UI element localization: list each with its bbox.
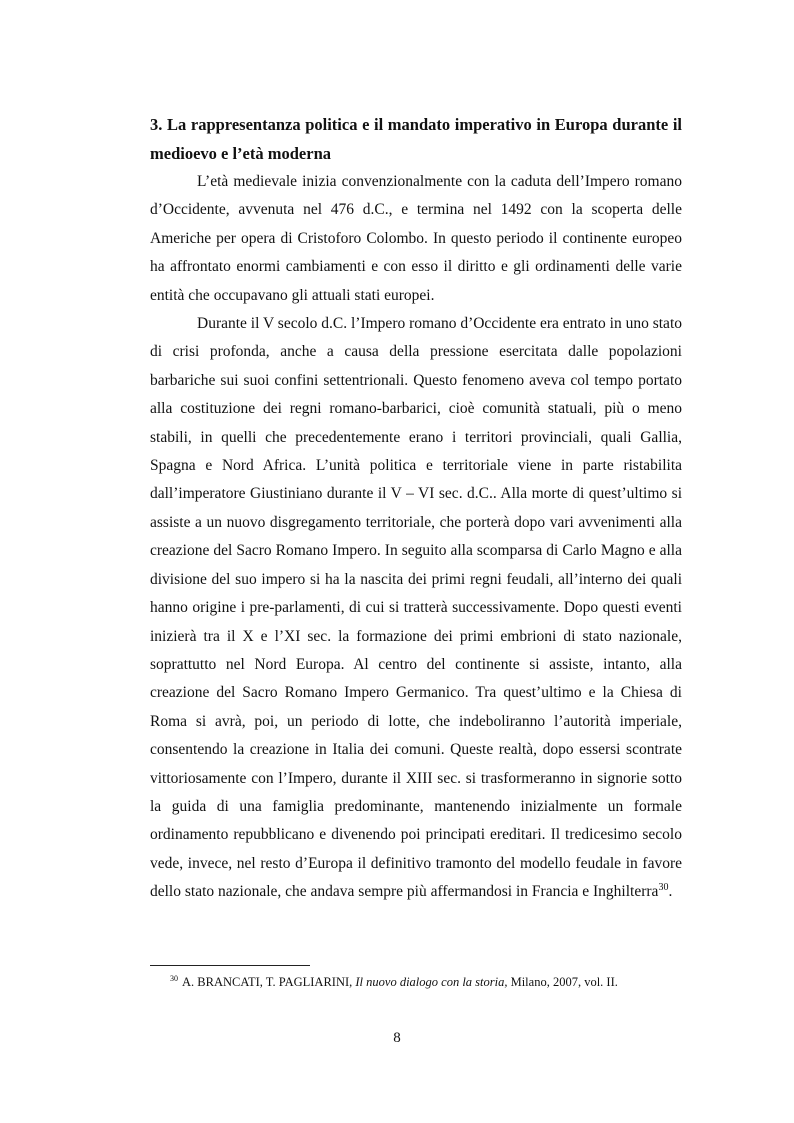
footnote-reference[interactable]: 30 xyxy=(658,882,669,893)
section-heading: 3. La rappresentanza politica e il mandato imperativo in Europa durante il medioevo e l’età moderna xyxy=(150,115,682,163)
page-number: 8 xyxy=(393,1030,401,1046)
paragraph-2: Durante il V secolo d.C. l’Impero romano d’Occidente era entrato in uno stato di crisi profonda, anche a causa della pressione esercitata dalle popolazioni barbariche sui suoi confini settentrionali. Questo fenomeno aveva col tempo portato alla costituzione dei regni romano-barbarici, cioè comunità statuali, più o meno stabili, in quelli che precedentemente erano i territori provinciali, quali Gallia, Spagna e Nord Africa. L’unità politica e territoriale viene in parte ristabilita dall’imperatore Giustiniano durante il V – VI sec. d.C.. Alla morte di quest’ultimo si assiste a un nuovo disgregamento territoriale, che porterà dopo vari avvenimenti alla creazione del Sacro Romano Impero. In seguito alla scomparsa di Carlo Magno e alla divisione del suo impero si ha la nascita dei primi regni feudali, all’interno dei quali hanno origine i pre-parlamenti, di cui si tratterà successivamente. Dopo questi eventi inizierà tra il X e l’XI sec. la formazione dei primi embrioni di stato nazionale, soprattutto nel Nord Europa. Al centro del continente si assiste, intanto, alla creazione del Sacro Romano Impero Germanico. Tra quest’ultimo e la Chiesa di Roma si avrà, poi, un periodo di lotte, che indeboliranno l’autorità imperiale, consentendo la creazione in Italia dei comuni. Queste realtà, dopo essersi scontrate vittoriosamente con l’Impero, durante il XIII sec. si trasformeranno in signorie sotto la guida di una famiglia predominante, mantenendo inizialmente un formale ordinamento repubblicano e divenendo poi principati ereditari. Il tredicesimo secolo vede, invece, nel resto d’Europa il definitivo tramonto del modello feudale in favore dello stato nazionale, che andava sempre più affermandosi in Francia e Inghilterra$^{30}$. xyxy=(150,315,682,901)
footnote-authors: A. BRANCATI, T. PAGLIARINI, xyxy=(182,975,356,990)
footnote-number: 30 xyxy=(170,974,178,983)
footnote xyxy=(170,970,690,991)
paragraph-2-text: Durante il V secolo d.C. l’Impero romano d’Occidente era entrato in uno stato di crisi profonda, anche a causa della pressione esercitata dalle popolazioni barbariche sui suoi confini settentrionali. Questo fenomeno aveva col tempo portato alla costituzione dei regni romano-barbarici, cioè comunità statuali, più o meno stabili, in quelli che precedentemente erano i territori provinciali, quali Gallia, Spagna e Nord Africa. L’unità politica e territoriale viene in parte ristabilita dall’imperatore Giustiniano durante il V – VI sec. d.C.. Alla morte di quest’ultimo si assiste a un nuovo disgregamento territoriale, che porterà dopo vari avvenimenti alla creazione del Sacro Romano Impero. In seguito alla scomparsa di Carlo Magno e alla divisione del suo impero si ha la nascita dei primi regni feudali, all’interno dei quali hanno origine i pre-parlamenti, di cui si tratterà successivamente. Dopo questi eventi inizierà tra il X e l’XI sec. la formazione dei primi embrioni di stato nazionale, soprattutto nel Nord Europa. Al centro del continente si assiste, intanto, alla creazione del Sacro Romano Impero Germanico. Tra quest’ultimo e la Chiesa di Roma si avrà, poi, un periodo di lotte, che indeboliranno l’autorità imperiale, consentendo la creazione in Italia dei comuni. Queste realtà, dopo essersi scontrate vittoriosamente con l’Impero, durante il XIII sec. si trasformeranno in signorie sotto la guida di una famiglia predominante, mantenendo inizialmente un formale ordinamento repubblicano e divenendo poi principati ereditari. Il tredicesimo secolo vede, invece, nel resto d’Europa il definitivo tramonto del modello feudale in favore dello stato nazionale, che andava sempre più affermandosi in Francia e Inghilterra xyxy=(150,315,682,901)
footnote-rest: Milano, 2007, vol. II. xyxy=(507,975,618,990)
footnote-title: Il nuovo dialogo con la storia, xyxy=(355,975,508,990)
paragraph-1: L’età medievale inizia convenzionalmente con la caduta dell’Impero romano d’Occidente, avvenuta nel 476 d.C., e termina nel 1492 con la scoperta delle Americhe per opera di Cristoforo Colombo. In questo periodo il continente europeo ha affrontato enormi cambiamenti e con esso il diritto e gli ordinamenti delle varie entità che occupavano gli attuali stati europei. xyxy=(150,173,682,304)
page-body xyxy=(150,110,682,907)
footnote-divider xyxy=(150,965,310,966)
